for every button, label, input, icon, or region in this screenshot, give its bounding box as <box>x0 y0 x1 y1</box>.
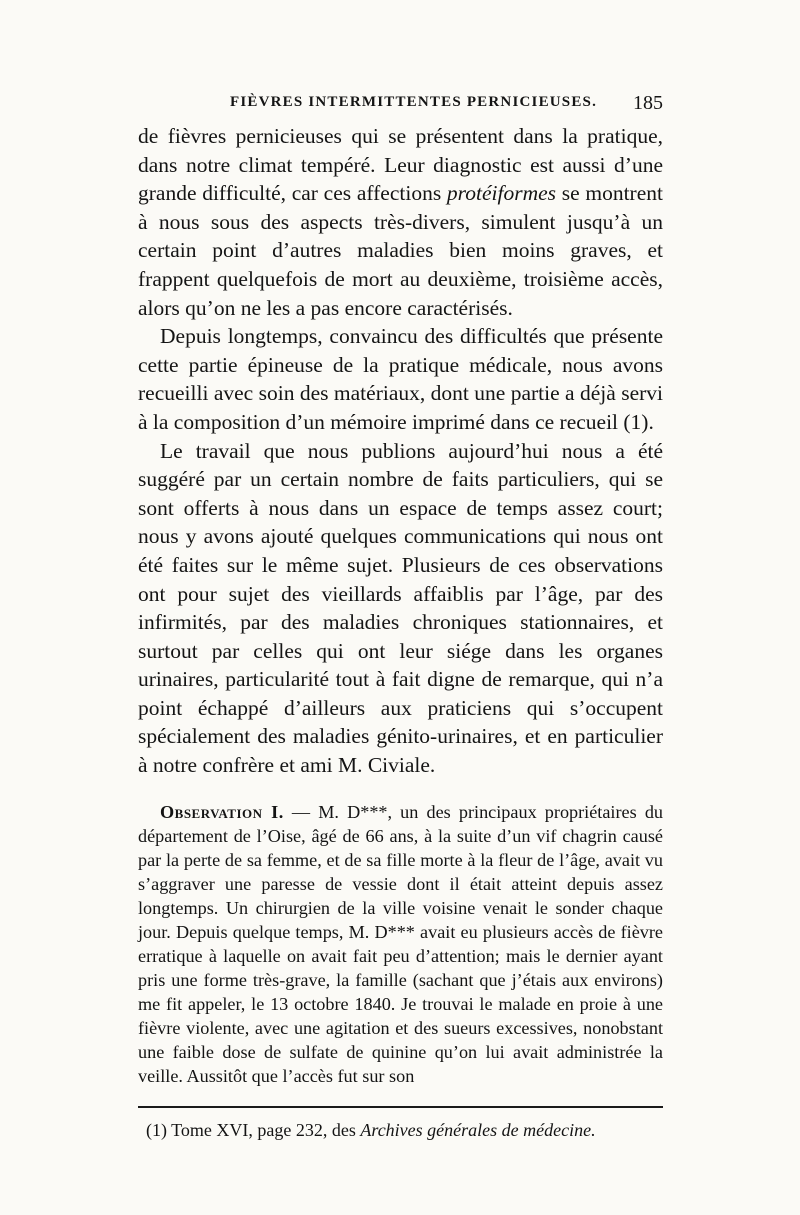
paragraph-text: se montrent à nous sous des aspects très-divers, simulent jusqu’à un certain point d’autres maladies bien moins graves, et frappent quelquefois de mort au deuxième, troisième accès, alors qu’on ne les a pas encore caractérisés. <box>138 181 663 320</box>
observation-label: Observation I. <box>160 801 284 822</box>
footnote-rule <box>138 1106 663 1108</box>
paragraph-continued <box>138 122 663 322</box>
observation-paragraph <box>138 800 663 1088</box>
footnote-text: (1) Tome XVI, page 232, des <box>146 1119 361 1140</box>
paragraph-text: de fièvres pernicieuses qui se présentent dans la pratique, dans notre climat tempéré. Leur diagnostic est aussi d’une grande difficulté, car ces affections <box>138 124 663 206</box>
footnote-journal-title: Archives générales de médecine. <box>360 1119 596 1140</box>
paragraph-materials: Depuis longtemps, convaincu des difficultés que présente cette partie épineuse de la pratique médicale, nous avons recueilli avec soin des matériaux, dont une partie a déjà servi à la composition d’un mémoire imprimé dans ce recueil (1). <box>138 324 663 434</box>
paragraph-travail: Le travail que nous publions aujourd’hui nous a été suggéré par un certain nombre de faits particuliers, qui se sont offerts à nous dans un espace de temps assez court; nous y avons ajouté quelques communications qui nous ont été faites sur le même sujet. Plusieurs de ces observations ont pour sujet des vieillards affaiblis par l’âge, par des infirmités, par des maladies chroniques stationnaires, et surtout par celles qui ont leur siége dans les organes urinaires, particularité tout à fait digne de remarque, qui n’a point échappé d’ailleurs aux praticiens qui s’occupent spécialement des maladies génito-urinaires, et en particulier à notre confrère et ami M. Civiale. <box>138 438 663 778</box>
running-title: FIÈVRES INTERMITTENTES PERNICIEUSES. <box>230 94 598 110</box>
observation-text: — M. D***, un des principaux propriétaires du département de l’Oise, âgé de 66 ans, à la suite d’un vif chagrin causé par la perte de sa femme, et de sa fille morte à la fleur de l’âge, avait vu s’aggraver une paresse de vessie dont il était atteint depuis assez longtemps. Un chirurgien de la ville voisine venait le sonder chaque jour. Depuis quelque temps, M. D*** avait eu plusieurs accès de fièvre erratique à laquelle on avait fait peu d’attention; mais le dernier ayant pris une forme très-grave, la famille (sachant que j’étais aux environs) me fit appeler, le 13 octobre 1840. Je trouvai le malade en proie à une fièvre violente, avec une agitation et des sueurs excessives, nonobstant une faible dose de sulfate de quinine qu’on lui avait administrée la veille. Aussitôt que l’accès fut sur son <box>138 801 664 1086</box>
footnote <box>138 1120 663 1141</box>
page-number: 185 <box>633 92 663 114</box>
running-head <box>138 92 663 122</box>
book-page <box>138 92 663 1141</box>
emphasis-text: protéiformes <box>446 181 557 206</box>
